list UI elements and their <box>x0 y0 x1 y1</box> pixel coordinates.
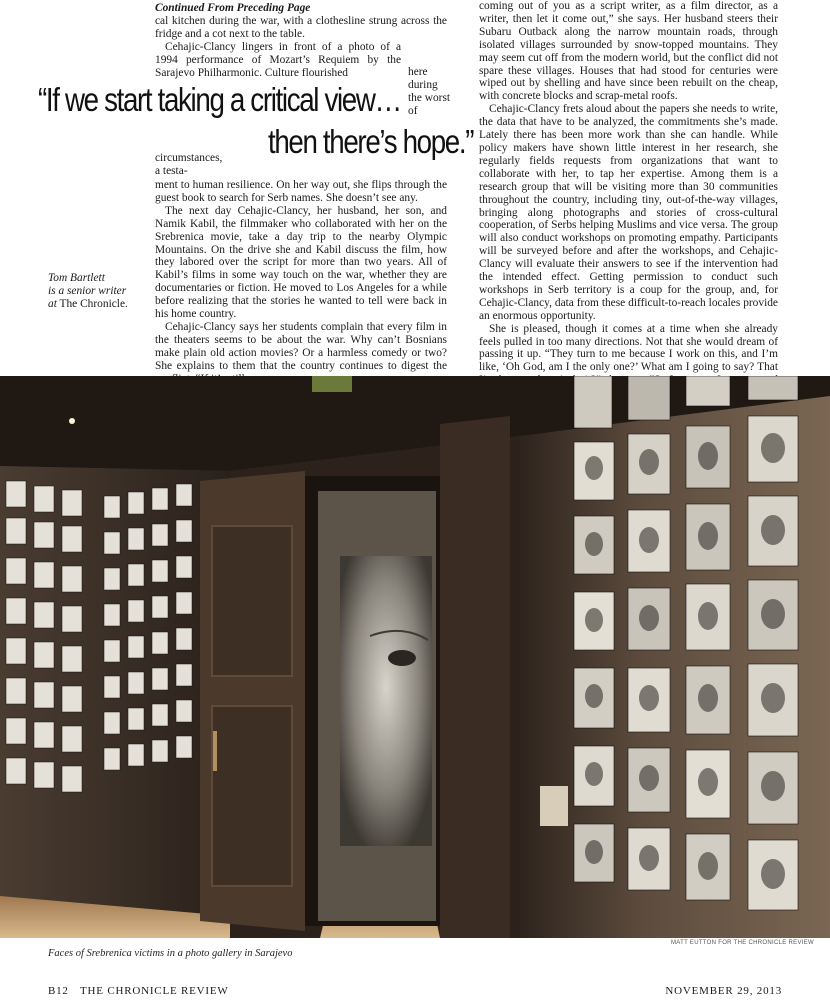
article-column-right <box>479 0 778 400</box>
article-paragraph: Cehajic-Clancy says her students complain that every film in the theaters seems to be about the war. Why can’t Bosnians make plain old action movies? Or a harmless comedy or two? She explains to them that the country continues to digest the <box>155 320 447 372</box>
page-number: B12 <box>48 985 69 997</box>
photo-credit: MATT EUTTON FOR THE CHRONICLE REVIEW <box>670 940 814 946</box>
article-paragraph: cal kitchen during the war, with a clothesline strung across the fridge and a cot next to the table. <box>155 14 447 40</box>
pull-quote-line-1: “If we start taking a critical view… <box>38 81 401 118</box>
article-paragraph: The next day Cehajic-Clancy, her husband, her son, and Namik Kabil, the filmmaker who collaborated with her on the Srebrenica movie, take a day trip to the nearby Olympic Mountains. On the drive she and Kabil discuss the film, how they labored over the script for more than two years. All of Kabil’s films in some way touch on the war, whether they are documentaries or fiction. He moved to Los Angeles for a while before realizing that the stories he wanted to tell were back in his home country. <box>155 204 447 321</box>
pull-quote-line-2: then there’s hope.” <box>268 123 474 160</box>
article-column-left-bottom <box>155 179 447 386</box>
publication-name: THE CHRONICLE REVIEW <box>80 985 229 997</box>
photo-caption: Faces of Srebrenica victims in a photo gallery in Sarajevo <box>48 948 293 959</box>
article-column-left-top <box>155 2 447 79</box>
author-publication: The Chronicle. <box>59 298 128 310</box>
article-wrap-right: here during the worst of <box>408 66 451 117</box>
article-paragraph: ment to human resilience. On her way out, she flips through the guest book to search for Serb names. She doesn’t see any. <box>155 179 447 204</box>
author-role: is a senior writer <box>48 285 127 297</box>
author-name: Tom Bartlett <box>48 272 105 284</box>
article-paragraph: Cehajic-Clancy frets aloud about the papers she needs to write, the data that have to be analyzed, the commitments she’s made. Lately there has been more work than she can handle. While policy makers have shown little interest in her research, she regularly fields requests from organizations that want to collaborate with her, to tap her expertise. Among them is a research group that will be visiting more than 30 communities throughout the country, including tiny, out-of-the-way villages, bringing along photographs and stories of cross-cultural cooperation, of Serbs helping Muslims and vice versa. The group will also conduct workshops on promoting empathy. Participants will be surveyed before and after the workshops, and Cehajic-Clancy will evaluate their answers to see if the intervention had the intended effect. Getting permission to conduct such workshops in Serb territory is a coup for the group, and, for Cehajic-Clancy, data from these difficult-to-reach locales provide an enormous opportunity. <box>479 103 778 322</box>
author-at: at <box>48 298 57 310</box>
gallery-photo-illustration <box>0 376 830 938</box>
author-byline <box>48 272 148 311</box>
article-paragraph: Cehajic-Clancy lingers in front of a photo of a 1994 performance of Mozart’s Requiem by the Sarajevo Philharmonic. Culture flourished <box>155 40 401 79</box>
article-wrap-left: circumstances, a testa- <box>155 152 223 177</box>
continued-label: Continued From Preceding Page <box>155 2 311 14</box>
issue-date: NOVEMBER 29, 2013 <box>665 985 782 997</box>
gallery-photo <box>0 376 830 938</box>
article-final-text: She is pleased, though it comes at a time when she already feels pulled in too many directions. Not that she would dream of passing it up. “They turn to me because I work on this, and I’m like, ‘Oh God, am I the only one?’ What am I going to say? That <box>479 322 778 374</box>
article-paragraph: coming out of you as a script writer, as a film director, as a writer, then let it come out,” she says. Her husband steers their Subaru Outback along the narrow mountain roads, through isolated villages surrounded by snow-topped mountains. They may seem cut off from the modern world, but the conflict did not spare these villages. Houses that had stood for centuries were wiped out by shelling and have since been rebuilt on the cheap, with concrete blocks and scrap-metal roofs. <box>479 0 778 103</box>
